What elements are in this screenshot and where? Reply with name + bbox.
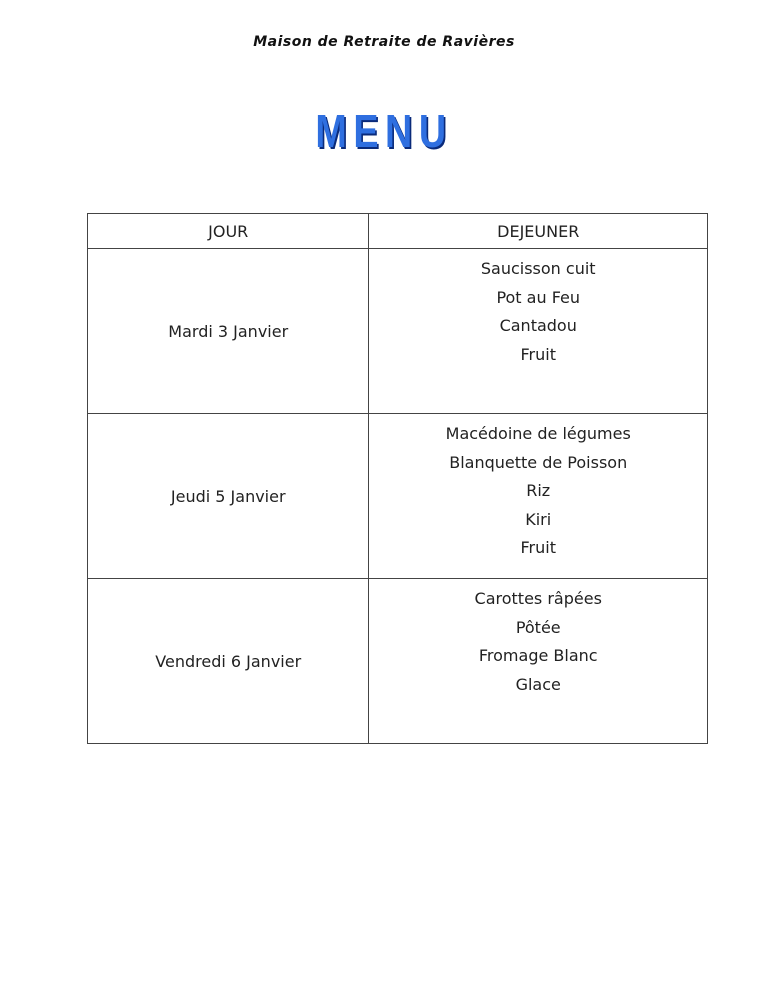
table-row: [88, 414, 708, 579]
dish-item: Fruit: [520, 538, 556, 557]
dish-item: Cantadou: [499, 316, 577, 335]
table-row: [88, 249, 708, 414]
dish-cell: [369, 249, 708, 414]
column-header-dejeuner: DEJEUNER: [369, 214, 708, 249]
dish-item: Carottes râpées: [474, 589, 602, 608]
day-cell: Mardi 3 Janvier: [88, 249, 369, 414]
institution-name: Maison de Retraite de Ravières: [253, 34, 515, 50]
dish-item: Fromage Blanc: [478, 646, 598, 665]
table-row: [88, 579, 708, 744]
day-cell: Jeudi 5 Janvier: [88, 414, 369, 579]
dish-list: [369, 249, 707, 369]
dish-item: Blanquette de Poisson: [449, 452, 628, 472]
dish-list: [369, 579, 707, 699]
dish-item: Glace: [515, 674, 561, 694]
dish-item: Fruit: [520, 344, 556, 364]
dish-item: Pot au Feu: [496, 287, 581, 307]
table-header-row: [88, 214, 708, 249]
dish-item: Pôtée: [515, 617, 561, 637]
column-header-jour: JOUR: [88, 214, 369, 249]
dish-item: Kiri: [525, 509, 552, 529]
dish-cell: [369, 414, 708, 579]
menu-title: MENU: [315, 105, 453, 157]
menu-table: [87, 213, 708, 744]
dish-item: Macédoine de légumes: [445, 424, 631, 443]
dish-item: Saucisson cuit: [480, 259, 596, 278]
dish-list: [369, 414, 707, 563]
dish-item: Riz: [526, 481, 551, 500]
dish-cell: [369, 579, 708, 744]
day-cell: Vendredi 6 Janvier: [88, 579, 369, 744]
